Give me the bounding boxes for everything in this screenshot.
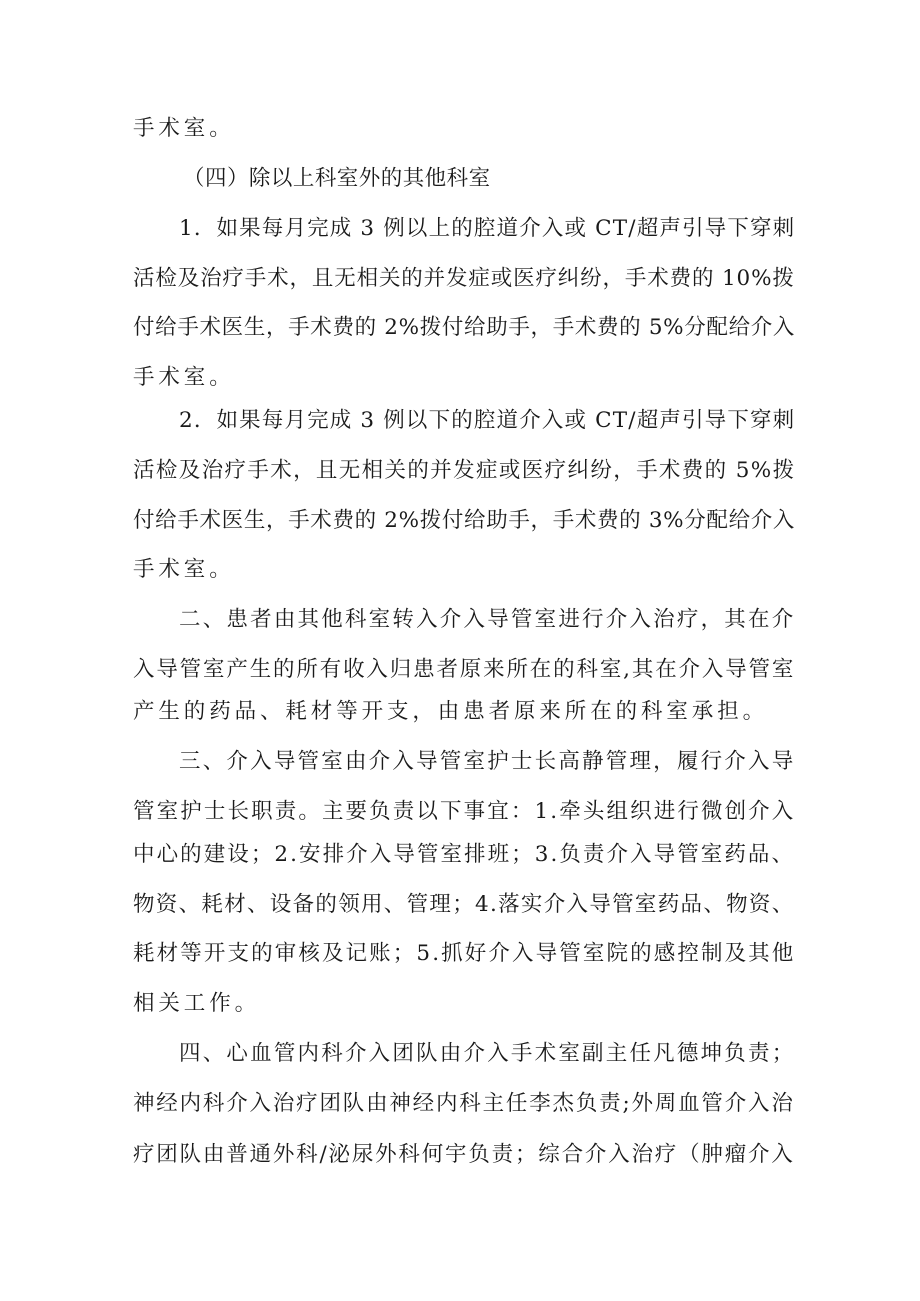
text-line: 物资、耗材、设备的领用、管理；4.落实介入导管室药品、物资、 — [133, 892, 795, 917]
text-line: 付给手术医生，手术费的 2%拨付给助手，手术费的 5%分配给介入 — [133, 315, 796, 340]
text-line: 手术室。 — [133, 557, 235, 582]
text-line: 疗团队由普通外科/泌尿外科何宇负责；综合介入治疗（肿瘤介入 — [133, 1142, 795, 1167]
text-line: 产生的药品、耗材等开支，由患者原来所在的科室承担。 — [133, 699, 769, 724]
text-line: 中心的建设；2.安排介入导管室排班；3.负责介入导管室药品、 — [133, 842, 796, 867]
text-line: 二、患者由其他科室转入介入导管室进行介入治疗，其在介 — [179, 607, 796, 632]
text-line: 入导管室产生的所有收入归患者原来所在的科室,其在介入导管室 — [133, 657, 796, 682]
text-line: 管室护士长职责。主要负责以下事宜：1.牵头组织进行微创介入 — [133, 799, 796, 824]
text-line: 手术室。 — [133, 116, 235, 141]
text-line: 相关工作。 — [133, 991, 261, 1016]
text-line: 耗材等开支的审核及记账；5.抓好介入导管室院的感控制及其他 — [133, 941, 796, 966]
text-line: 神经内科介入治疗团队由神经内科主任李杰负责;外周血管介入治 — [133, 1091, 795, 1116]
text-line: 三、介入导管室由介入导管室护士长高静管理，履行介入导 — [179, 749, 796, 774]
text-line: 付给手术医生，手术费的 2%拨付给助手，手术费的 3%分配给介入 — [133, 508, 796, 533]
text-line: 活检及治疗手术，且无相关的并发症或医疗纠纷，手术费的 5%拨 — [133, 458, 796, 483]
text-line: 四、心血管内科介入团队由介入手术室副主任凡德坤负责； — [179, 1041, 796, 1066]
text-line: 活检及治疗手术，且无相关的并发症或医疗纠纷，手术费的 10%拨 — [133, 266, 795, 291]
text-line: 1．如果每月完成 3 例以上的腔道介入或 CT/超声引导下穿刺 — [179, 216, 796, 241]
section-heading: （四）除以上科室外的其他科室 — [183, 166, 491, 191]
text-line: 手术室。 — [133, 365, 235, 390]
text-line: 2．如果每月完成 3 例以下的腔道介入或 CT/超声引导下穿刺 — [179, 408, 796, 433]
